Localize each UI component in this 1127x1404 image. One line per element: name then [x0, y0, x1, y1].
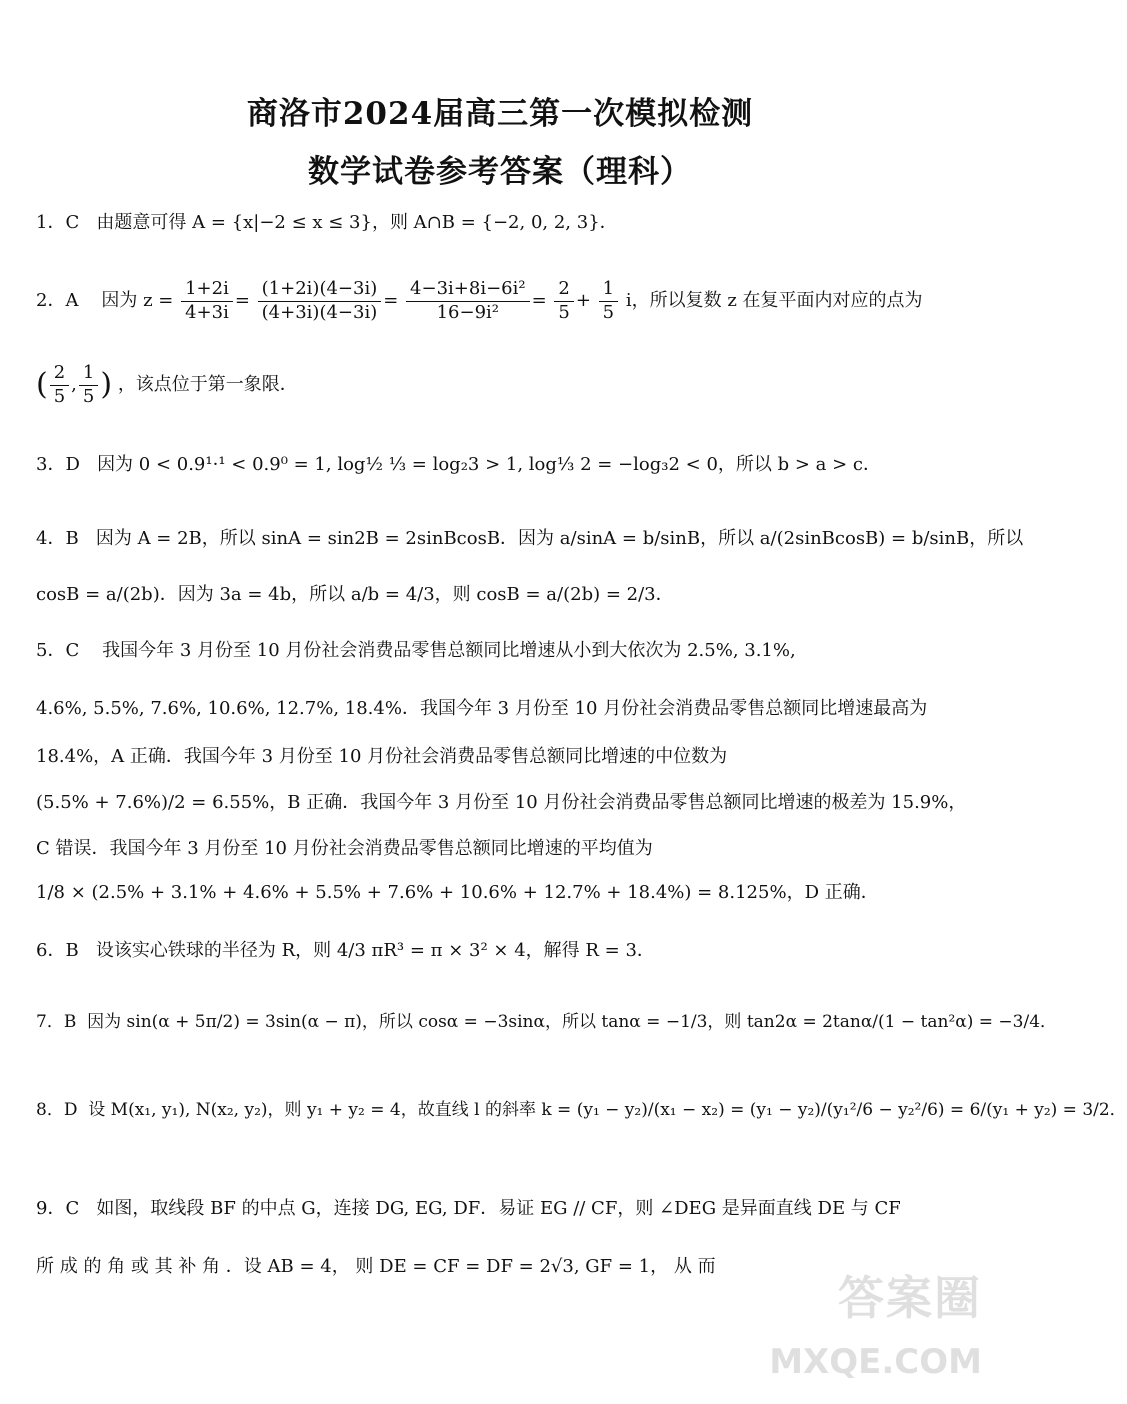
answer-number: 9．C	[36, 1198, 80, 1219]
fraction: $\frac{1}{5}$	[79, 362, 98, 408]
answer-text: ，该点位于第一象限．	[117, 374, 298, 396]
answer-5-cont-1	[36, 700, 964, 718]
answer-text: 设该实心铁球的半径为 R，则 4/3 πR³ = π × 3² × 4，解得 R = 3．	[95, 940, 655, 961]
answer-number: 5．C	[36, 640, 80, 661]
answer-2: 2．A 因为 z = $\frac{1+2i}{4+3i}$ = $\frac{(1+2i)(4-3i)}{(4+3i)(4-3i)}$ = $\frac{\text{4−3i+8i−6i²}}{\text{16−9i²}}$ = $\frac{2}{5}$ + $\frac{1}{5}$ i，所以复数 z 在复平面内对应的点为	[36, 278, 923, 323]
answer-6	[36, 942, 964, 960]
answer-1	[36, 214, 964, 232]
answer-7	[36, 1012, 1058, 1032]
answer-text: 1/8 × (2.5% + 3.1% + 4.6% + 5.5% + 7.6% + 10.6% + 12.7% + 18.4%) = 8.125%，D 正确．	[36, 882, 879, 903]
watermark-bottom-text: MXQE.COM	[769, 1342, 982, 1382]
answer-9	[36, 1200, 964, 1218]
answer-8	[36, 1100, 1127, 1120]
answer-number: 3．D	[36, 454, 80, 475]
page-title: 商洛市2024届高三第一次模拟检测	[246, 96, 754, 132]
answer-5-cont-2	[36, 748, 964, 766]
answer-number: 7．B	[36, 1012, 77, 1032]
answer-5	[36, 642, 964, 660]
fraction: $\frac{(1+2i)(4-3i)}{(4+3i)(4-3i)}$	[258, 278, 382, 324]
answer-text: (5.5% + 7.6%)/2 = 6.55%，B 正确．我国今年 3 月份至 10 月份社会消费品零售总额同比增速的极差为 15.9%，	[36, 792, 967, 813]
answer-text: 因为 0 < 0.9¹·¹ < 0.9⁰ = 1, log½ ⅓ = log₂3 > 1, log⅓ 2 = −log₃2 < 0，所以 b > a > c．	[97, 454, 882, 475]
answer-5-cont-4	[36, 840, 964, 858]
answer-number: 4．B	[36, 528, 79, 549]
watermark-top-text: 答案圈	[838, 1271, 982, 1325]
fraction: $\frac{2}{5}$	[554, 278, 573, 324]
answer-text: 18.4%，A 正确．我国今年 3 月份至 10 月份社会消费品零售总额同比增速的中位数为	[36, 746, 728, 767]
answer-text: cosB = a/(2b)．因为 3a = 4b，所以 a/b = 4/3，则 cosB = a/(2b) = 2/3．	[36, 584, 674, 605]
answer-tail: i，所以复数 z 在复平面内对应的点为	[625, 290, 923, 312]
answer-text: 设 M(x₁, y₁), N(x₂, y₂)，则 y₁ + y₂ = 4，故直线 l 的斜率 k = (y₁ − y₂)/(x₁ − x₂) = (y₁ − y₂)/(y₁²/6 − y₂²/6) = 6/(y₁ + y₂) = 3/2．	[88, 1100, 1127, 1120]
answer-3	[36, 456, 964, 474]
answer-text: 4.6%, 5.5%, 7.6%, 10.6%, 12.7%, 18.4%．我国今年 3 月份至 10 月份社会消费品零售总额同比增速最高为	[36, 698, 928, 719]
answer-text: 所 成 的 角 或 其 补 角 ．设 AB = 4， 则 DE = CF = DF = 2√3, GF = 1， 从 而	[36, 1256, 716, 1277]
fraction: $\frac{2}{5}$	[50, 362, 69, 408]
answer-text: 由题意可得 A = {x|−2 ≤ x ≤ 3}，则 A∩B = {−2, 0, 2, 3}．	[96, 212, 618, 233]
answer-number: 8．D	[36, 1100, 78, 1120]
answer-text: C 错误．我国今年 3 月份至 10 月份社会消费品零售总额同比增速的平均值为	[36, 838, 653, 859]
answer-text: 因为 A = 2B，所以 sinA = sin2B = 2sinBcosB．因为 a/sinA = b/sinB，所以 a/(2sinBcosB) = b/sinB，所以	[95, 528, 1024, 549]
answer-4	[36, 528, 1024, 549]
answer-2-cont: ( $\frac{2}{5}$ , $\frac{1}{5}$ ) ，该点位于第一象限．	[36, 362, 298, 407]
answer-text: 因为 sin(α + 5π/2) = 3sin(α − π)，所以 cosα = −3sinα，所以 tanα = −1/3，则 tan2α = 2tanα/(1 − tan²α) = −3/4．	[87, 1012, 1058, 1032]
fraction: $\frac{1}{5}$	[599, 278, 618, 324]
answer-number: 2．A	[36, 290, 79, 312]
answer-number: 1．C	[36, 212, 80, 233]
answer-text: 如图，取线段 BF 的中点 G，连接 DG, EG, DF．易证 EG // CF，则 ∠DEG 是异面直线 DE 与 CF	[96, 1198, 901, 1219]
answer-5-cont-5	[36, 884, 964, 902]
page-subtitle: 数学试卷参考答案（理科）	[308, 154, 692, 190]
answer-number: 6．B	[36, 940, 79, 961]
answer-text: 我国今年 3 月份至 10 月份社会消费品零售总额同比增速从小到大依次为 2.5%, 3.1%,	[102, 640, 796, 661]
answer-lead: 因为 z =	[101, 290, 174, 312]
fraction: $\frac{1+2i}{4+3i}$	[181, 278, 233, 324]
fraction: $\frac{\text{4−3i+8i−6i²}}{\text{16−9i²}}$	[406, 278, 530, 324]
watermark-logo	[769, 1262, 982, 1382]
answer-5-cont-3	[36, 792, 967, 813]
answer-4-cont	[36, 586, 964, 604]
